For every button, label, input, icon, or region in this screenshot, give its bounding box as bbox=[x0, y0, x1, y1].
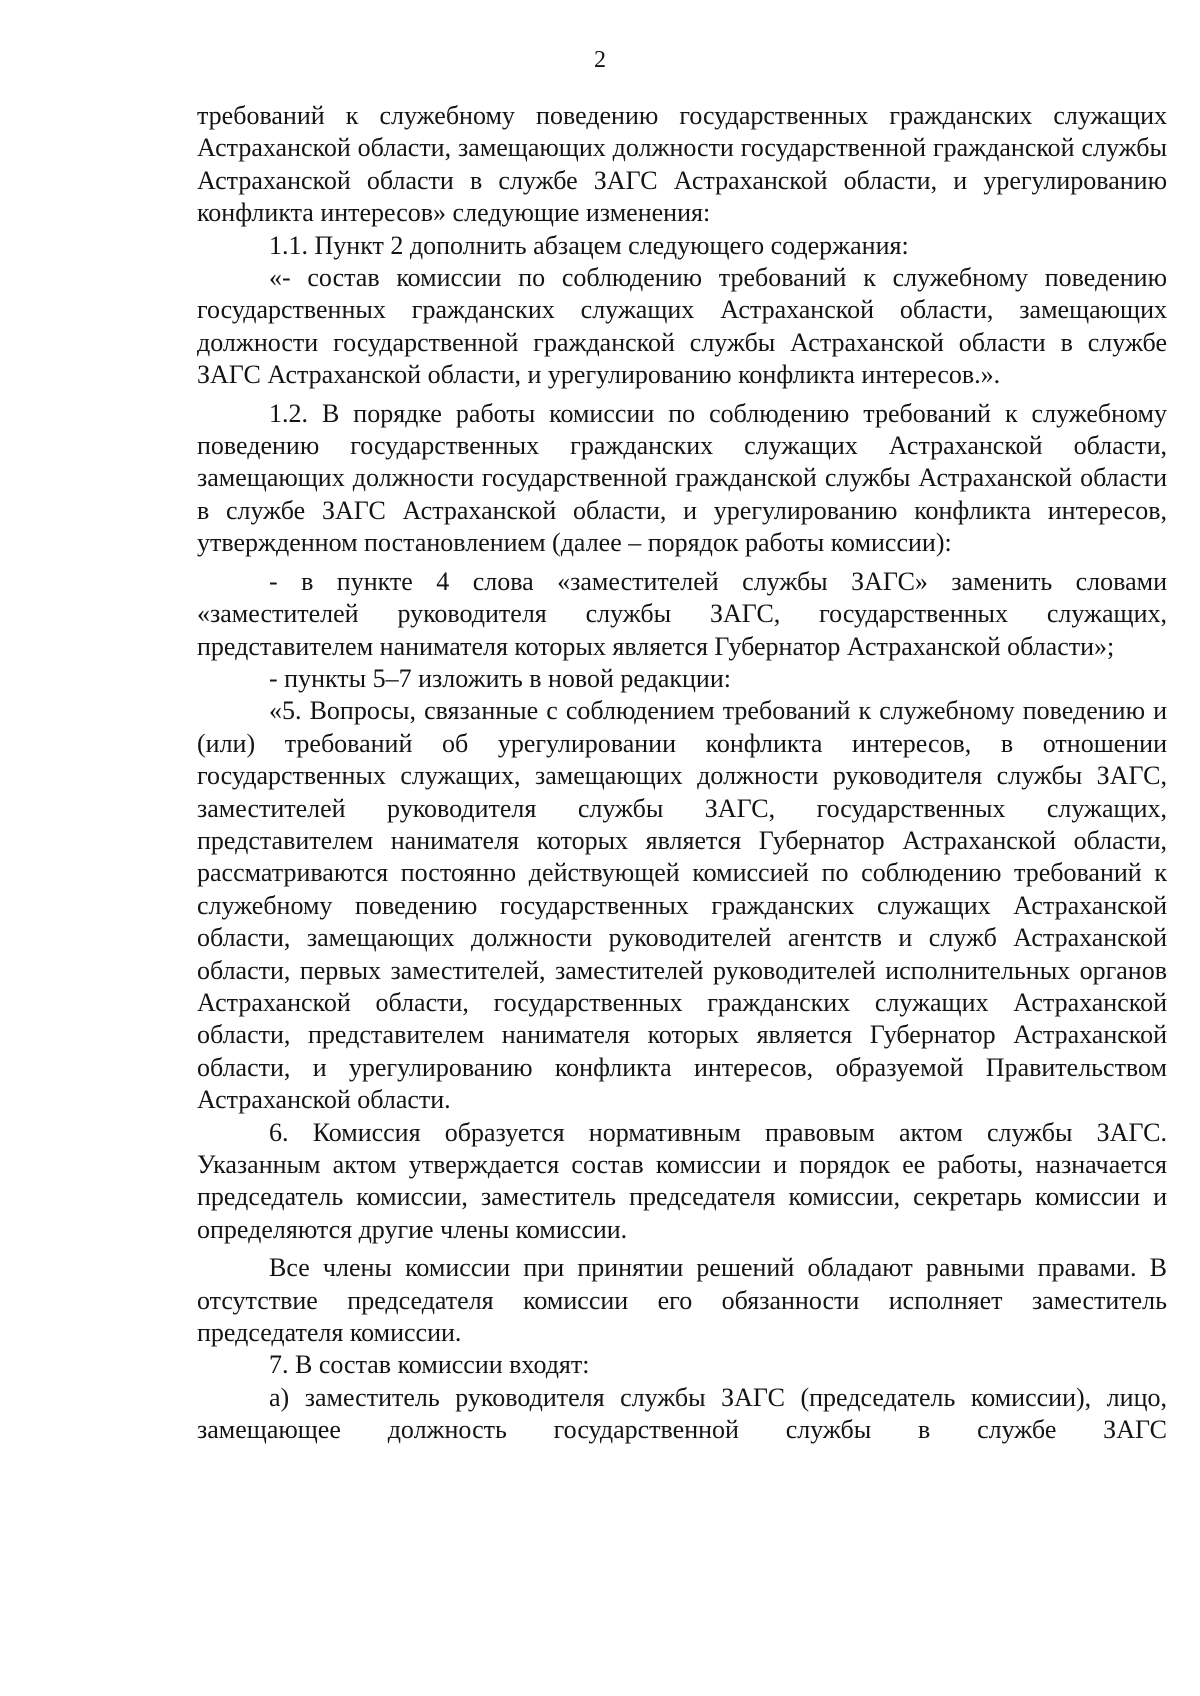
paragraph-item-1-2: 1.2. В порядке работы комиссии по соблюдению требований к служебному поведению государственных гражданских служащих Астраханской области, замещающих должности государственной гражданской службы Астраханской области в службе ЗАГС Астраханской области, и урегулированию конфликта интересов, утвержденном постановлением (далее – порядок работы комиссии): bbox=[197, 398, 1167, 558]
paragraph-quoted-addition: «- состав комиссии по соблюдению требований к служебному поведению государственных гражданских служащих Астраханской области, замещающих должности государственной гражданской службы Астраханской области в службе ЗАГС Астраханской области, и урегулированию конфликта интересов.». bbox=[197, 263, 1167, 390]
document-body bbox=[197, 100, 1167, 1447]
paragraph-point-4-change: - в пункте 4 слова «заместителей службы ЗАГС» заменить словами «заместителей руководителя службы ЗАГС, государственных служащих, представителем нанимателя которых является Губернатор Астраханской области»; bbox=[197, 566, 1167, 661]
paragraph-point-7: 7. В состав комиссии входят: bbox=[269, 1350, 590, 1380]
paragraph-equal-rights: Все члены комиссии при принятии решений обладают равными правами. В отсутствие председателя комиссии его обязанности исполняет заместитель председателя комиссии. bbox=[197, 1253, 1167, 1348]
paragraph-point-5: «5. Вопросы, связанные с соблюдением требований к служебному поведению и (или) требований об урегулировании конфликта интересов, в отношении государственных служащих, замещающих должности руководителя службы ЗАГС, заместителей руководителя службы ЗАГС, государственных служащих, представителем нанимателя которых является Губернатор Астраханской области, рассматриваются постоянно действующей комиссией по соблюдению требований к служебному поведению государственных гражданских служащих Астраханской области, замещающих должности руководителей агентств и служб Астраханской области, первых заместителей, заместителей руководителей исполнительных органов Астраханской области, государственных гражданских служащих Астраханской области, представителем нанимателя которых является Губернатор Астраханской области, и урегулированию конфликта интересов, образуемой Правительством Астраханской области. bbox=[197, 696, 1167, 1115]
page-number: 2 bbox=[594, 47, 606, 73]
paragraph-point-6: 6. Комиссия образуется нормативным правовым актом службы ЗАГС. Указанным актом утверждается состав комиссии и порядок ее работы, назначается председатель комиссии, заместитель председателя комиссии, секретарь комиссии и определяются другие члены комиссии. bbox=[197, 1117, 1167, 1244]
paragraph-intro-continuation: требований к служебному поведению государственных гражданских служащих Астраханской области, замещающих должности государственной гражданской службы Астраханской области в службе ЗАГС Астраханской области, и урегулированию конфликта интересов» следующие изменения: bbox=[197, 101, 1167, 228]
paragraph-points-5-7-intro: - пункты 5–7 изложить в новой редакции: bbox=[269, 663, 731, 693]
paragraph-item-1-1: 1.1. Пункт 2 дополнить абзацем следующего содержания: bbox=[269, 230, 909, 260]
paragraph-point-7-a: а) заместитель руководителя службы ЗАГС (председатель комиссии), лицо, замещающее должность государственной службы в службе ЗАГС bbox=[197, 1382, 1167, 1445]
